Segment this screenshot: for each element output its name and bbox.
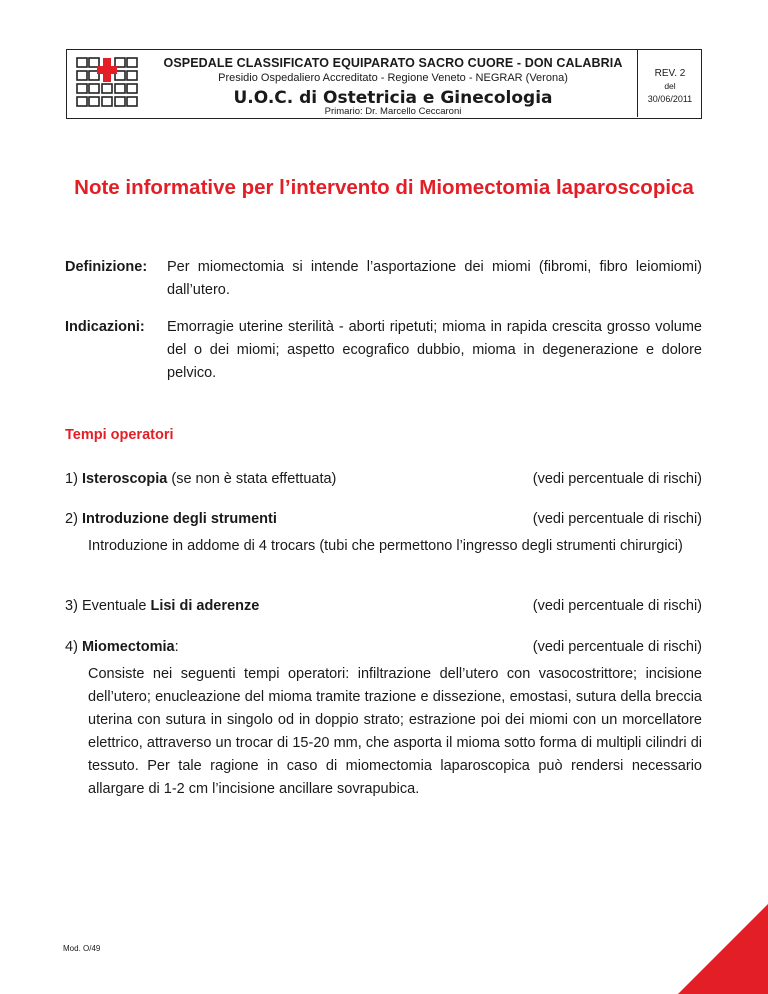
step-number: 3) xyxy=(65,598,78,614)
indications-text: Emorragie uterine sterilità - aborti ripetuti; mioma in rapida crescita grosso volume del o dei miomi; aspetto ecografico dubbio, mioma in degenerazione e dolore pelvico. xyxy=(167,319,702,381)
step-post: (se non è stata effettuata) xyxy=(167,471,337,487)
step-heading xyxy=(65,508,277,531)
revision-number: REV. 2 xyxy=(654,68,686,79)
step-name: Isteroscopia xyxy=(81,471,168,487)
header-center xyxy=(149,50,638,117)
unit-name: U.O.C. di Ostetricia e Ginecologia xyxy=(233,88,553,108)
revision-del: del xyxy=(664,81,676,91)
step-name: Miomectomia xyxy=(81,639,175,655)
revision-box xyxy=(641,67,699,106)
primario-line: Primario: Dr. Marcello Ceccaroni xyxy=(324,106,462,117)
step-heading xyxy=(65,468,336,491)
document-header xyxy=(66,49,702,119)
step-number: 1) xyxy=(65,471,78,487)
section-title: Tempi operatori xyxy=(65,427,174,443)
step-heading xyxy=(65,636,179,659)
step-name: Lisi di aderenze xyxy=(150,598,260,614)
step-number: 4) xyxy=(65,639,78,655)
step-risk: (vedi percentuale di rischi) xyxy=(532,598,702,614)
form-code: Mod. O/49 xyxy=(63,944,101,953)
indications-label: Indicazioni: xyxy=(65,319,145,335)
definition-text: Per miomectomia si intende l’asportazione dei miomi (fibromi, fibro leiomiomi) dall’utero. xyxy=(167,259,702,298)
hospital-name: OSPEDALE CLASSIFICATO EQUIPARATO SACRO CUORE - DON CALABRIA xyxy=(163,56,623,70)
step-risk: (vedi percentuale di rischi) xyxy=(532,471,702,487)
step-heading xyxy=(65,595,259,618)
definition-label: Definizione: xyxy=(65,259,148,275)
step-number: 2) xyxy=(65,511,78,527)
step-name: Introduzione degli strumenti xyxy=(81,511,277,527)
step-post: : xyxy=(174,639,179,655)
step-risk: (vedi percentuale di rischi) xyxy=(532,511,702,527)
presidio-line: Presidio Ospedaliero Accreditato - Regione Veneto - NEGRAR (Verona) xyxy=(218,72,568,84)
step-description: Consiste nei seguenti tempi operatori: infiltrazione dell’utero con vasocostrittore; incisione dell’utero; enucleazione del mioma tramite trazione e dissezione, emostasi, sutura della breccia uterina con sutura in singolo od in doppio strato; estrazione poi dei miomi con un morcellatore elettrico, attraverso un trocar di 15-20 mm, che asporta il mioma sotto forma di multipli cilindri di tessuto. Per tale ragione in caso di miomectomia laparoscopica può rendersi necessario allargare di 1-2 cm l’incisione ancillare sovrapubica. xyxy=(88,666,702,797)
step-pre: Eventuale xyxy=(81,598,151,614)
corner-triangle-icon xyxy=(678,904,768,994)
revision-date: 30/06/2011 xyxy=(647,94,693,104)
hospital-logo-icon xyxy=(75,56,139,112)
step-risk: (vedi percentuale di rischi) xyxy=(532,639,702,655)
page-title: Note informative per l’intervento di Miomectomia laparoscopica xyxy=(74,176,694,199)
step-description: Introduzione in addome di 4 trocars (tubi che permettono l’ingresso degli strumenti chirurgici) xyxy=(88,538,683,554)
